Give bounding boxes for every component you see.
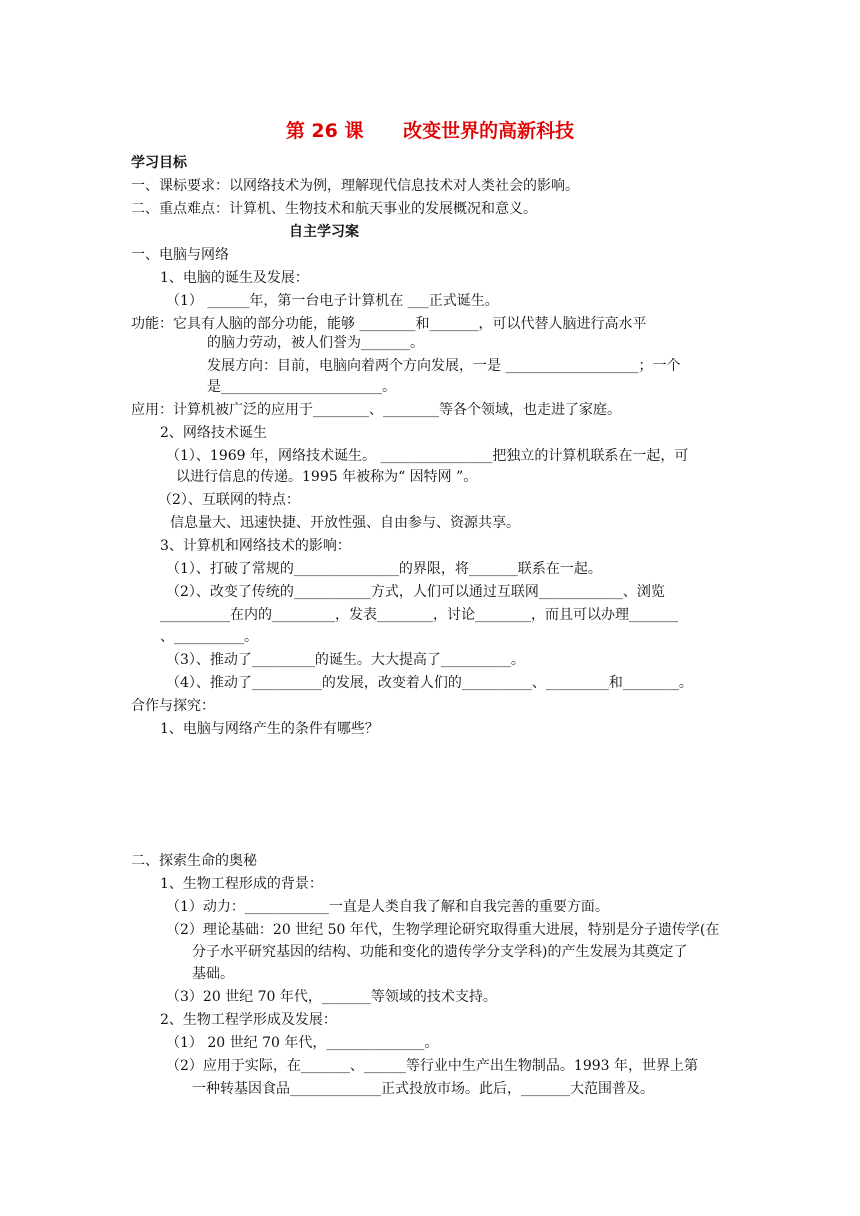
text-line: （1）、打破了常规的_______________的界限，将_______联系在一起。 [166,561,602,577]
text-line: 1、电脑与网络产生的条件有哪些？ [160,721,379,737]
text-line: （3）20 世纪 70 年代，_______等领域的技术支持。 [166,989,497,1005]
text-line: 二、探索生命的奥秘 [131,853,257,869]
section-heading-self-study: 自主学习案 [289,224,359,240]
text-line: 应用：计算机被广泛的应用于________、________等各个领域，也走进了家庭。 [131,402,621,418]
text-line: （2）、改变了传统的___________方式，人们可以通过互联网____________、浏览 [166,584,665,600]
text-line: 功能：它具有人脑的部分功能，能够 ________和_______，可以代替人脑进行高水平 [131,316,647,332]
text-line: 一、课标要求：以网络技术为例，理解现代信息技术对人类社会的影响。 [131,178,579,194]
text-line: 、__________。 [160,629,258,645]
text-line: 1、电脑的诞生及发展： [160,270,309,286]
text-line: __________在内的_________，发表________，讨论________，而且可以办理_______ [160,607,678,623]
text-line: 2、生物工程学形成及发展： [160,1012,337,1028]
text-line: 一种转基因食品_____________正式投放市场。此后，_______大范围普及。 [192,1081,654,1097]
text-line: 信息量大、迅速快捷、开放性强、自由参与、资源共享。 [170,515,520,531]
text-line: （4）、推动了__________的发展，改变着人们的__________、_________和________。 [166,675,693,691]
text-line: （1） ______年，第一台电子计算机在 ___正式诞生。 [166,293,499,309]
text-line: （1）动力：____________一直是人类自我了解和自我完善的重要方面。 [166,899,609,915]
text-line: 基础。 [192,966,234,982]
text-line: 是_______________________。 [207,379,396,395]
text-line: 1、生物工程形成的背景： [160,876,323,892]
text-line: 2、网络技术诞生 [160,425,267,441]
text-line: 一、电脑与网络 [131,247,229,263]
text-line: （1）、1969 年，网络技术诞生。 ________________把独立的计算机联系在一起，可 [166,448,689,464]
text-line: 3、计算机和网络技术的影响： [160,538,351,554]
text-line: （1） 20 世纪 70 年代，______________。 [166,1035,439,1051]
text-line: 合作与探究： [131,698,215,714]
text-line: 的脑力劳动，被人们誉为_______。 [207,335,424,351]
section-heading-objectives: 学习目标 [131,155,187,171]
text-line: （2）理论基础：20 世纪 50 年代，生物学理论研究取得重大进展，特别是分子遗传学(在 [166,922,720,938]
text-line: （2）、互联网的特点： [158,492,300,508]
text-line: （2）应用于实际，在_______、______等行业中生产出生物制品。1993 年，世界上第 [166,1058,698,1074]
text-line: （3）、推动了_________的诞生。大大提高了__________。 [166,652,525,668]
text-line: 分子水平研究基因的结构、功能和变化的遗传学分支学科)的产生发展为其奠定了 [192,944,688,960]
page-title: 第 26 课 改变世界的高新科技 [285,120,575,142]
text-line: 发展方向：目前，电脑向着两个方向发展，一是 ___________________；一个 [207,358,681,374]
text-line: 以进行信息的传递。1995 年被称为“ 因特网 ”。 [176,469,478,485]
text-line: 二、重点难点：计算机、生物技术和航天事业的发展概况和意义。 [131,201,537,217]
